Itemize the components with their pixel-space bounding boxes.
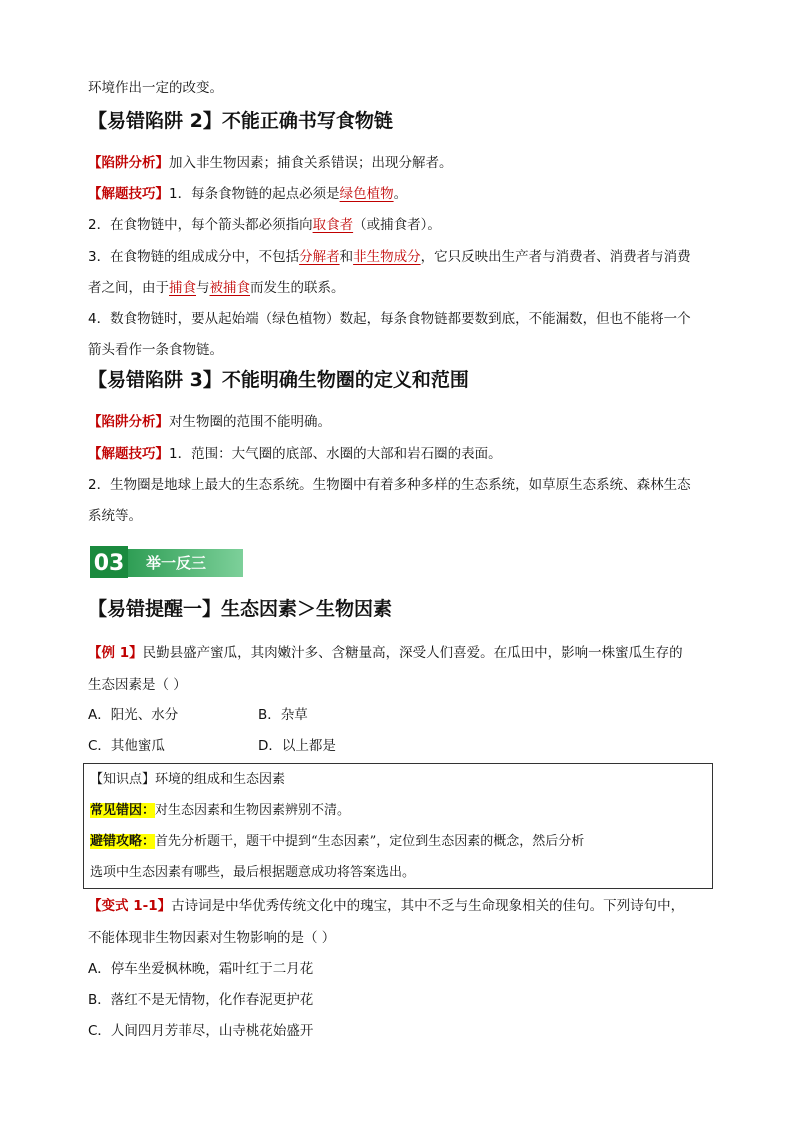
knowledge-box	[83, 763, 713, 889]
keyword: 分解者	[299, 249, 340, 265]
mistake-text: 对生态因素和生物因素辨别不清。	[155, 803, 351, 818]
example1-question	[88, 643, 683, 663]
tip-text: 1．范围：大气圈的底部、水圈的大部和岩石圈的表面。	[169, 446, 502, 462]
option-a: A．阳光、水分	[88, 707, 179, 723]
option-c: C．其他蜜瓜	[88, 738, 165, 754]
variant-option-a: A．停车坐爱枫林晚，霜叶红于二月花	[88, 961, 314, 977]
analysis-text: 加入非生物因素；捕食关系错误；出现分解者。	[169, 155, 453, 171]
keyword: 绿色植物	[339, 186, 394, 202]
trap2-tip4: 4．数食物链时，要从起始端（绿色植物）数起，每条食物链都要数到底，不能漏数，但也不能将一个	[88, 311, 691, 327]
common-mistake	[90, 801, 350, 821]
question-text: 古诗词是中华优秀传统文化中的瑰宝，其中不乏与生命现象相关的佳句。下列诗句中，	[171, 898, 685, 914]
intro-line: 环境作出一定的改变。	[88, 80, 223, 96]
tips-tag: 【解题技巧】	[88, 446, 169, 462]
tip-text: 3．在食物链的组成成分中，不包括	[88, 249, 300, 265]
tip-text: 者之间，由于	[88, 280, 169, 296]
tips-tag: 【解题技巧】	[88, 186, 169, 202]
avoid-strategy-cont: 选项中生态因素有哪些，最后根据题意成功将答案选出。	[90, 865, 416, 880]
trap2-tip1	[88, 184, 407, 204]
example-tag: 【例 1】	[88, 645, 143, 661]
section-number: 03	[88, 544, 130, 580]
section-banner	[88, 544, 243, 580]
strategy-tag: 避错攻略：	[90, 834, 156, 849]
variant-tag: 【变式 1-1】	[88, 898, 172, 914]
question-text: 民勤县盛产蜜瓜，其肉嫩汁多、含糖量高，深受人们喜爱。在瓜田中，影响一株蜜瓜生存的	[142, 645, 683, 661]
trap3-tip2-cont: 系统等。	[88, 508, 142, 524]
strategy-text: 首先分析题干，题干中提到“生态因素”，定位到生态因素的概念，然后分析	[155, 834, 585, 849]
tip-text: 。	[393, 186, 408, 202]
trap2-analysis	[88, 153, 453, 173]
example1-question-cont: 生态因素是（ ）	[88, 677, 187, 693]
keyword: 捕食	[169, 280, 196, 296]
trap3-analysis	[88, 412, 331, 432]
analysis-tag: 【陷阱分析】	[88, 414, 169, 430]
trap2-tip4-cont: 箭头看作一条食物链。	[88, 342, 223, 358]
knowledge-point: 【知识点】环境的组成和生态因素	[90, 772, 286, 787]
avoid-strategy	[90, 832, 584, 852]
trap2-tip3-cont	[88, 278, 345, 298]
trap2-tip2	[88, 215, 441, 235]
trap3-heading: 【易错陷阱 3】不能明确生物圈的定义和范围	[88, 369, 469, 391]
tip-text: ，它只反映出生产者与消费者、消费者与消费	[420, 249, 691, 265]
analysis-text: 对生物圈的范围不能明确。	[169, 414, 331, 430]
trap3-tip2: 2．生物圈是地球上最大的生态系统。生物圈中有着多种多样的生态系统，如草原生态系统、森林生态	[88, 477, 691, 493]
keyword: 取食者	[312, 217, 354, 233]
option-b: B．杂草	[258, 707, 308, 723]
section-label: 举一反三	[128, 549, 243, 577]
keyword: 被捕食	[209, 280, 250, 296]
variant-option-b: B．落红不是无情物，化作春泥更护花	[88, 992, 314, 1008]
tip-text: 1．每条食物链的起点必须是	[169, 186, 340, 202]
variant1-question	[88, 896, 684, 916]
tip-text: （或捕食者）。	[353, 217, 441, 233]
tip-text: 而发生的联系。	[250, 280, 345, 296]
keyword: 非生物成分	[353, 249, 421, 265]
tip-text: 和	[339, 249, 354, 265]
tip-text: 与	[196, 280, 210, 296]
reminder-heading: 【易错提醒一】生态因素＞生物因素	[88, 598, 393, 620]
option-d: D．以上都是	[258, 738, 336, 754]
trap3-tip1	[88, 444, 502, 464]
variant-option-c: C．人间四月芳菲尽，山寺桃花始盛开	[88, 1023, 314, 1039]
analysis-tag: 【陷阱分析】	[88, 155, 169, 171]
mistake-tag: 常见错因：	[90, 803, 156, 818]
trap2-heading: 【易错陷阱 2】不能正确书写食物链	[88, 110, 393, 132]
trap2-tip3	[88, 247, 691, 267]
tip-text: 2．在食物链中，每个箭头都必须指向	[88, 217, 313, 233]
variant1-question-cont: 不能体现非生物因素对生物影响的是（ ）	[88, 930, 336, 946]
